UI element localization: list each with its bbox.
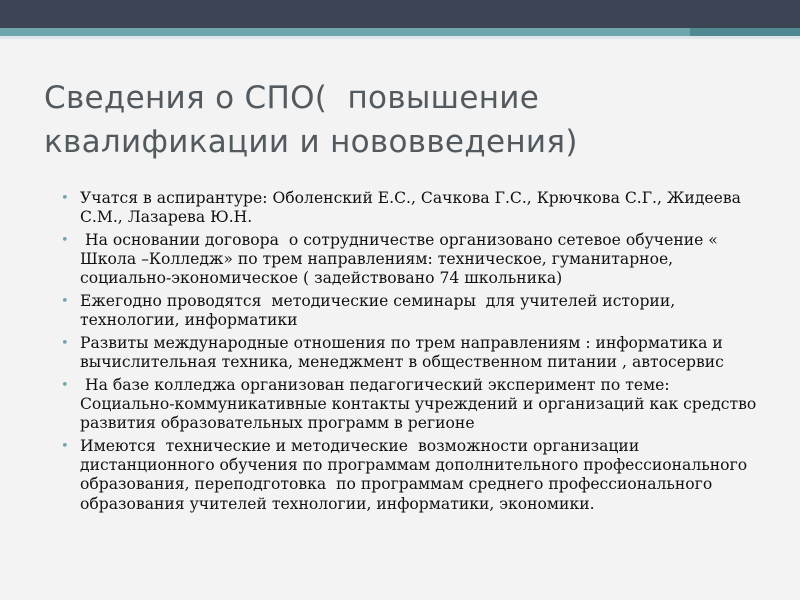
bullet-list [58,189,764,517]
bullet-item [58,437,764,514]
bullet-item [58,189,764,227]
bullet-item [58,231,764,289]
header-divider [0,36,800,39]
bullet-item [58,292,764,330]
bullet-text: Ежегодно проводятся методические семинары для учителей истории, технологии, информатики [80,292,681,330]
bullet-text: Развиты международные отношения по трем направлениям : информатика и вычислительная техника, менеджмент в общественном питании , автосервис [80,333,728,372]
bullet-icon: • [61,377,69,393]
bullet-text: Имеются технические и методические возможности организации дистанционного обучения по программам дополнительного профессионального образования, переподготовка по программам среднего профессионального образования учителей технологии, информатики, экономики. [80,436,753,513]
bullet-item [58,376,764,434]
header-band [0,0,800,28]
bullet-text: На основании договора о сотрудничестве организовано сетевое обучение « Школа –Колледж» по трем направлениям: техническое, гуманитарное, социально-экономическое ( задействовано 74 школьника) [80,230,723,288]
slide-title: Сведения о СПО( повышение квалификации и нововведения) [44,80,578,160]
header-accent-block [690,28,800,36]
bullet-icon: • [61,335,69,351]
bullet-icon: • [61,294,69,310]
bullet-text: Учатся в аспирантуре: Оболенский Е.С., Сачкова Г.С., Крючкова С.Г., Жидеева С.М., Лазарева Ю.Н. [80,189,746,227]
bullet-item [58,334,764,372]
bullet-icon: • [61,438,69,454]
bullet-icon: • [61,232,69,248]
bullet-icon: • [61,191,69,206]
bullet-text: На базе колледжа организован педагогический эксперимент по теме: Социально-коммуникативные контакты учреждений и организаций как средство развития образовательных программ в регионе [80,375,762,433]
header-accent-stripe [0,28,800,36]
